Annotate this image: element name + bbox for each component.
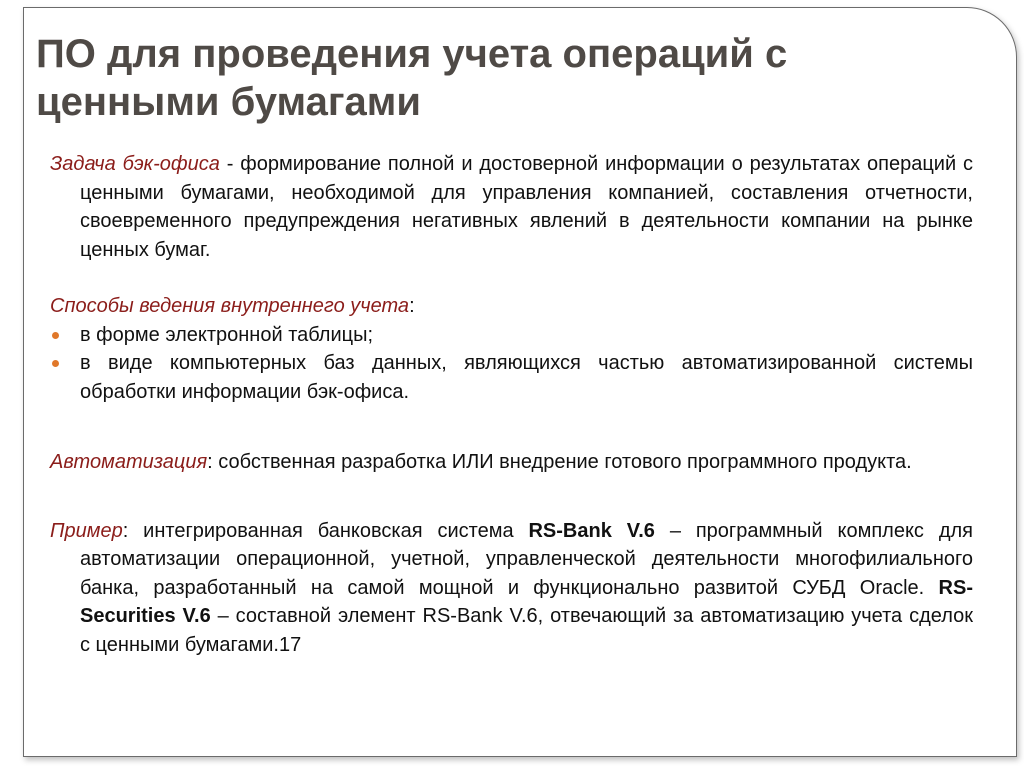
example-text-2: – программный комплекс для автоматизации операционной, учетной, управленческой деятельности многофилиального банка, разработанный на самой мощной и функционально развитой СУБД Oracle. bbox=[80, 519, 973, 599]
methods-item bbox=[50, 321, 973, 350]
backoffice-paragraph bbox=[50, 150, 973, 264]
slide-content bbox=[50, 150, 973, 659]
example-text-3: – составной элемент RS-Bank V.6, отвечающий за автоматизацию учета сделок с ценными бумагами.17 bbox=[80, 605, 973, 656]
example-paragraph bbox=[50, 517, 973, 660]
methods-item-text: в форме электронной таблицы; bbox=[80, 323, 374, 346]
methods-item-text: в виде компьютерных баз данных, являющихся частью автоматизированной системы обработки информации бэк-офиса. bbox=[80, 352, 973, 403]
methods-colon: : bbox=[409, 295, 415, 317]
automation-term: Автоматизация bbox=[50, 451, 208, 473]
example-text-1: : интегрированная банковская система bbox=[122, 519, 529, 542]
automation-text: : собственная разработка ИЛИ внедрение готового программного продукта. bbox=[207, 451, 912, 473]
methods-list bbox=[50, 321, 973, 407]
methods-item bbox=[50, 349, 973, 406]
backoffice-text: - формирование полной и достоверной информации о результатах операций с ценными бумагами, необходимой для управления компанией, составления отчетности, своевременного предупреждения негативных явлений в деятельности компании на рынке ценных бумаг. bbox=[80, 153, 973, 261]
backoffice-term: Задача бэк-офиса bbox=[50, 153, 220, 175]
methods-heading bbox=[50, 292, 973, 321]
example-term: Пример bbox=[50, 519, 123, 542]
bullet-icon bbox=[52, 332, 59, 339]
product-name-rs-securities: RS-Securities V.6 bbox=[80, 576, 973, 627]
product-name-rs-bank: RS-Bank V.6 bbox=[528, 519, 655, 542]
methods-term: Способы ведения внутреннего учета bbox=[50, 295, 410, 317]
slide-title: ПО для проведения учета операций с ценными бумагами bbox=[36, 32, 788, 124]
automation-paragraph bbox=[50, 448, 973, 477]
bullet-icon bbox=[52, 360, 59, 367]
